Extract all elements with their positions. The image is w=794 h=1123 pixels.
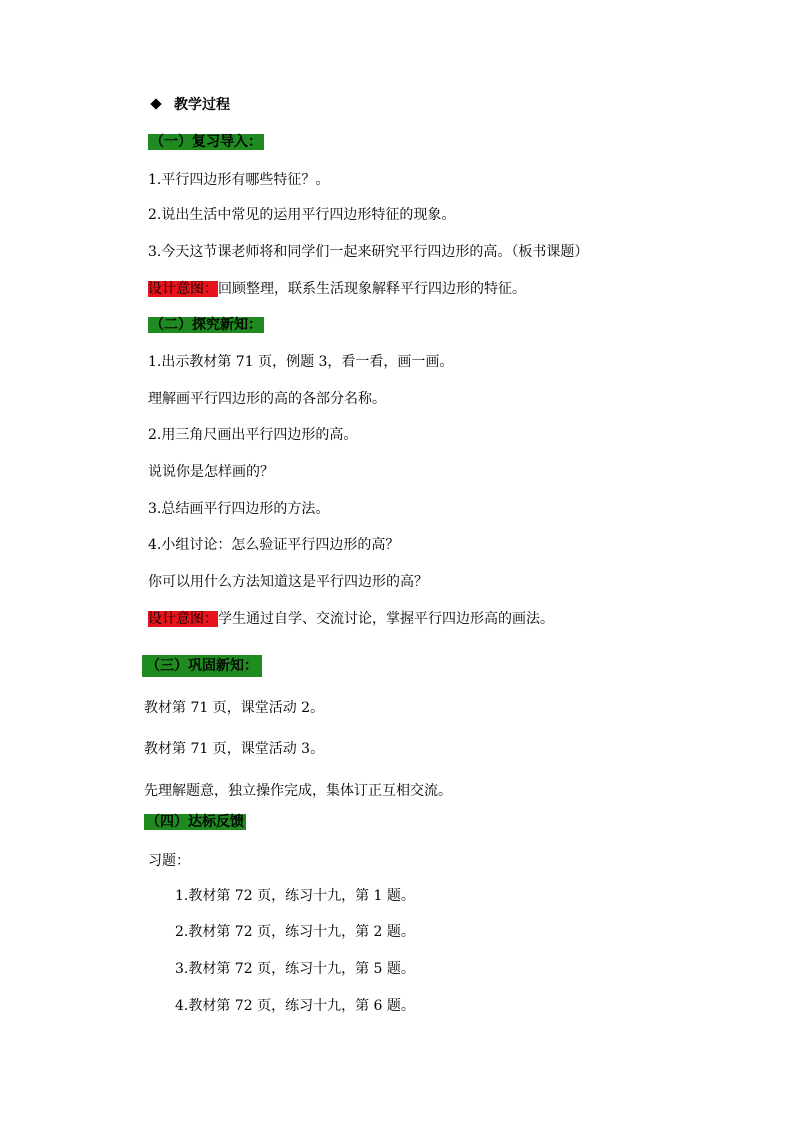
review-intent: [148, 280, 526, 298]
explore-item-4: 说说你是怎样画的？: [148, 464, 274, 480]
explore-intent: [148, 610, 554, 628]
section-title: [150, 96, 230, 114]
diamond-bullet-icon: [150, 98, 161, 109]
explore-item-1: 1.出示教材第 71 页，例题 3，看一看，画一画。: [148, 354, 454, 370]
explore-heading-row: [148, 316, 264, 334]
review-intent-text: 回顾整理，联系生活现象解释平行四边形的特征。: [218, 281, 526, 297]
explore-item-3: 2.用三角尺画出平行四边形的高。: [148, 427, 358, 443]
explore-item-2: 理解画平行四边形的高的各部分名称。: [148, 391, 386, 407]
review-heading-row: [148, 133, 264, 151]
review-item-3: 3.今天这节课老师将和同学们一起来研究平行四边形的高。（板书课题）: [148, 244, 589, 260]
feedback-item-1: 1.教材第 72 页，练习十九，第 1 题。: [175, 888, 415, 904]
feedback-item-2: 2.教材第 72 页，练习十九，第 2 题。: [175, 924, 415, 940]
feedback-item-4: 4.教材第 72 页，练习十九，第 6 题。: [175, 998, 415, 1014]
feedback-item-3: 3.教材第 72 页，练习十九，第 5 题。: [175, 961, 415, 977]
consolidate-item-2: 教材第 71 页，课堂活动 3。: [144, 741, 325, 757]
consolidate-item-3: 先理解题意，独立操作完成，集体订正互相交流。: [144, 783, 452, 799]
feedback-label: 习题：: [148, 853, 190, 869]
review-item-2: 2.说出生活中常见的运用平行四边形特征的现象。: [148, 207, 456, 223]
consolidate-item-1: 教材第 71 页，课堂活动 2。: [144, 700, 325, 716]
review-item-1: 1.平行四边形有哪些特征？。: [148, 172, 330, 188]
section-title-text: 教学过程: [174, 97, 230, 113]
explore-item-5: 3.总结画平行四边形的方法。: [148, 501, 330, 517]
consolidate-heading: （三）巩固新知：: [142, 655, 262, 677]
review-intent-label: 设计意图：: [148, 281, 218, 297]
feedback-heading-row: [144, 813, 246, 831]
explore-item-6: 4.小组讨论：怎么验证平行四边形的高？: [148, 537, 400, 553]
explore-intent-text: 学生通过自学、交流讨论，掌握平行四边形高的画法。: [218, 611, 554, 627]
explore-item-7: 你可以用什么方法知道这是平行四边形的高？: [148, 574, 428, 590]
explore-intent-label: 设计意图：: [148, 611, 218, 627]
review-heading: （一）复习导入：: [150, 134, 262, 150]
consolidate-heading-row: [142, 654, 262, 678]
feedback-heading: （四）达标反馈: [146, 814, 244, 830]
explore-heading: （二）探究新知：: [150, 317, 262, 333]
